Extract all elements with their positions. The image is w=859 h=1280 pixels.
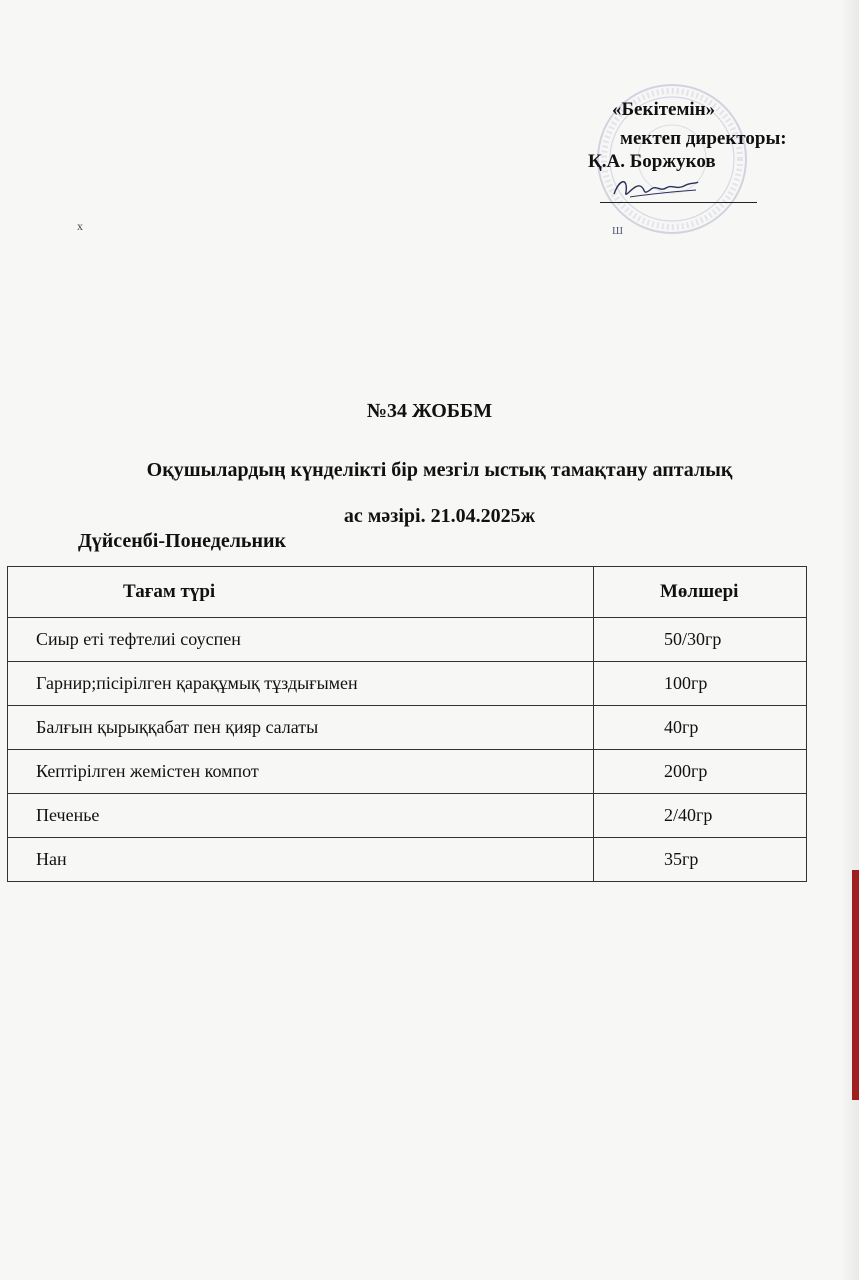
approval-title: «Бекітемін» [612,99,716,120]
dish-name: Сиыр еті тефтелиі соуспен [8,618,594,662]
table-row [8,706,807,750]
director-signature [610,172,700,204]
dish-amount: 35гр [594,838,807,882]
table-header-row [8,567,807,618]
dish-amount: 200гр [594,750,807,794]
dish-name: Кептірілген жемістен компот [8,750,594,794]
dish-amount: 40гр [594,706,807,750]
header-amount: Мөлшері [594,567,807,618]
dish-name: Гарнир;пісірілген қарақұмық тұздығымен [8,662,594,706]
dish-name: Печенье [8,794,594,838]
dish-amount: 50/30гр [594,618,807,662]
dish-name: Балғын қырыққабат пен қияр салаты [8,706,594,750]
menu-title-line1: Оқушылардың күнделікті бір мезгіл ыстық тамақтану апталық [146,459,733,481]
dish-amount: 100гр [594,662,807,706]
approval-director-name: Қ.А. Боржуков [588,151,716,172]
menu-table [7,566,807,882]
table-row [8,750,807,794]
menu-title-line2: ас мәзірі. 21.04.2025ж [343,505,536,527]
table-row [8,838,807,882]
table-row [8,662,807,706]
day-label: Дүйсенбі-Понедельник [78,530,287,552]
page-edge-red-strip [852,870,859,1100]
scan-mark: х [77,219,83,233]
dish-name: Нан [8,838,594,882]
approval-position: мектеп директоры: [620,128,787,149]
table-row [8,618,807,662]
stamp-mark: Ш [612,225,624,237]
signature-line [600,202,757,203]
table-row [8,794,807,838]
menu-title [0,447,859,539]
school-name: №34 ЖОББМ [366,400,493,422]
header-dish-type: Тағам түрі [8,567,594,618]
dish-amount: 2/40гр [594,794,807,838]
